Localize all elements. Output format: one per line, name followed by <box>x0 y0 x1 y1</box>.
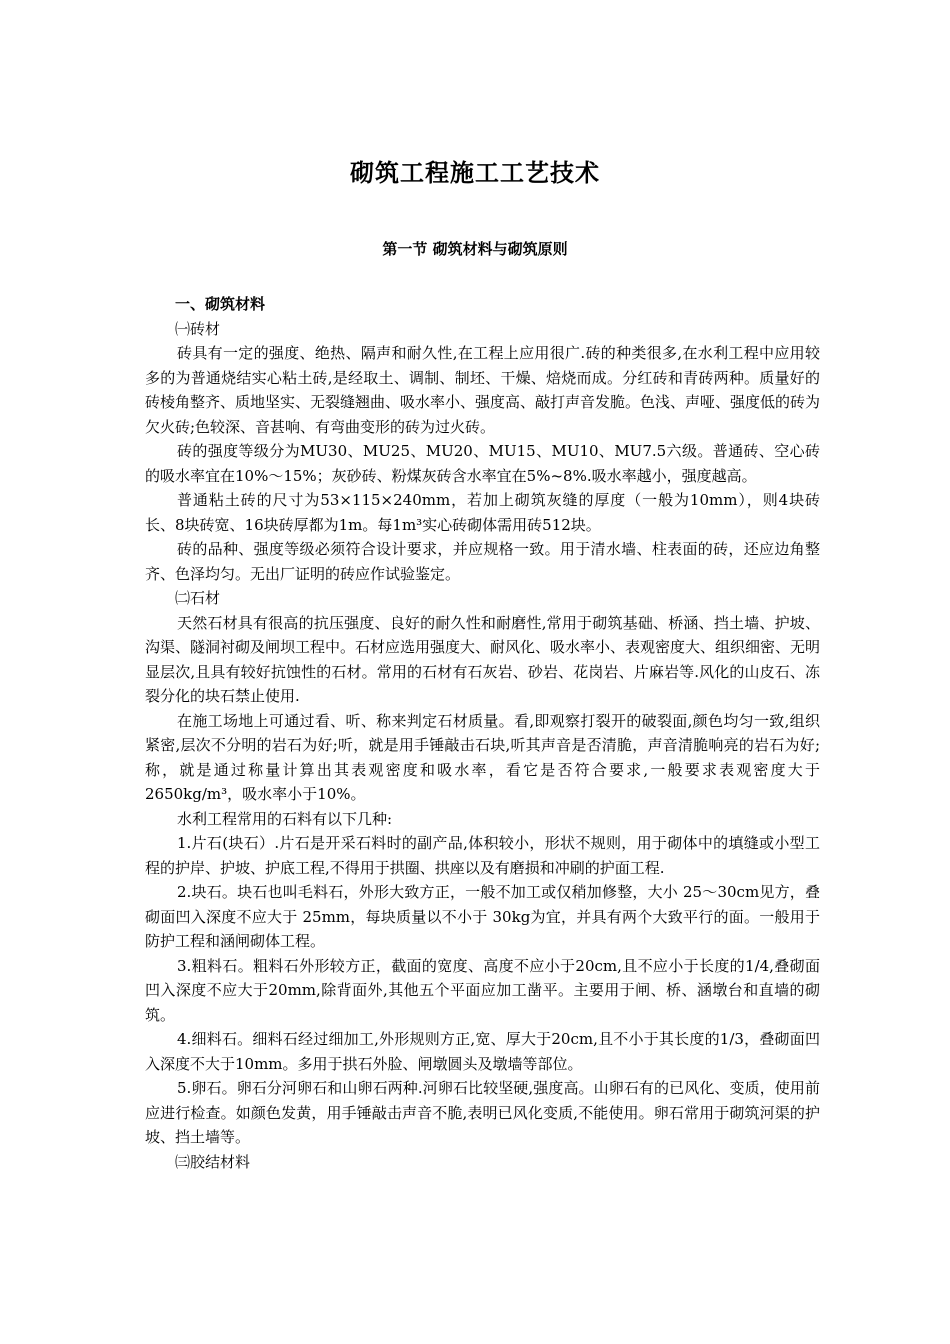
document-body <box>145 292 820 1174</box>
subheading-brick: ㈠砖材 <box>175 319 221 338</box>
list-item: 2.块石。块石也叫毛料石，外形大致方正，一般不加工或仅稍加修整，大小 25～30cm见方，叠砌面凹入深度不应大于 25mm，每块质量以不小于 30kg为宜，并具有两个大致平行的面。一般用于防护工程和涵闸砌体工程。 <box>145 883 820 950</box>
paragraph: 水利工程常用的石料有以下几种: <box>177 809 393 828</box>
document-title: 砌筑工程施工工艺技术 <box>350 159 600 187</box>
paragraph: 砖具有一定的强度、绝热、隔声和耐久性,在工程上应用很广.砖的种类很多,在水利工程中应用较多的为普通烧结实心粘土砖,是经取土、调制、制坯、干燥、焙烧而成。分红砖和青砖两种。质量好的砖棱角整齐、质地坚实、无裂缝翘曲、吸水率小、强度高、敲打声音发脆。色浅、声哑、强度低的砖为欠火砖;色较深、音甚响、有弯曲变形的砖为过火砖。 <box>145 344 821 436</box>
list-item: 1.片石(块石）.片石是开采石料时的副产品,体积较小，形状不规则，用于砌体中的填缝或小型工程的护岸、护坡、护底工程,不得用于拱圈、拱座以及有磨损和冲刷的护面工程. <box>145 834 820 877</box>
section-title: 第一节 砌筑材料与砌筑原则 <box>382 240 568 258</box>
paragraph: 砖的强度等级分为MU30、MU25、MU20、MU15、MU10、MU7.5六级。普通砖、空心砖的吸水率宜在10%～15%；灰砂砖、粉煤灰砖含水率宜在5%~8%.吸水率越小，强度越高。 <box>145 442 820 485</box>
paragraph: 普通粘土砖的尺寸为53×115×240mm，若加上砌筑灰缝的厚度（一般为10mm），则4块砖长、8块砖宽、16块砖厚都为1m。每1m³实心砖砌体需用砖512块。 <box>145 491 820 534</box>
list-item: 3.粗料石。粗料石外形较方正，截面的宽度、高度不应小于20cm,且不应小于长度的1/4,叠砌面凹入深度不应大于20mm,除背面外,其他五个平面应加工凿平。主要用于闸、桥、涵墩台和直墙的砌筑。 <box>145 956 820 1024</box>
subheading-binder: ㈢胶结材料 <box>175 1152 251 1171</box>
paragraph: 在施工场地上可通过看、听、称来判定石材质量。看,即观察打裂开的破裂面,颜色均匀一致,组织紧密,层次不分明的岩石为好;听，就是用手锤敲击石块,听其声音是否清脆，声音清脆响亮的岩石为好;称，就是通过称量计算出其表观密度和吸水率，看它是否符合要求,一般要求表观密度大于2650kg/m³，吸水率小于10%。 <box>145 711 820 803</box>
heading-materials: 一、砌筑材料 <box>175 295 266 313</box>
paragraph: 天然石材具有很高的抗压强度、良好的耐久性和耐磨性,常用于砌筑基础、桥涵、挡土墙、护坡、沟渠、隧洞衬砌及闸坝工程中。石材应选用强度大、耐风化、吸水率小、表观密度大、组织细密、无明显层次,且具有较好抗蚀性的石材。常用的石材有石灰岩、砂岩、花岗岩、片麻岩等.风化的山皮石、冻裂分化的块石禁止使用. <box>145 613 821 705</box>
list-item: 5.卵石。卵石分河卵石和山卵石两种.河卵石比较坚硬,强度高。山卵石有的已风化、变质，使用前应进行检查。如颜色发黄，用手锤敲击声音不脆,表明已风化变质,不能使用。卵石常用于砌筑河渠的护坡、挡土墙等。 <box>145 1079 820 1146</box>
subheading-stone: ㈡石材 <box>175 589 221 607</box>
list-item: 4.细料石。细料石经过细加工,外形规则方正,宽、厚大于20cm,且不小于其长度的1/3，叠砌面凹入深度不大于10mm。多用于拱石外脸、闸墩圆头及墩墙等部位。 <box>145 1030 820 1073</box>
paragraph: 砖的品种、强度等级必须符合设计要求，并应规格一致。用于清水墙、柱表面的砖，还应边角整齐、色泽均匀。无出厂证明的砖应作试验鉴定。 <box>145 540 820 583</box>
